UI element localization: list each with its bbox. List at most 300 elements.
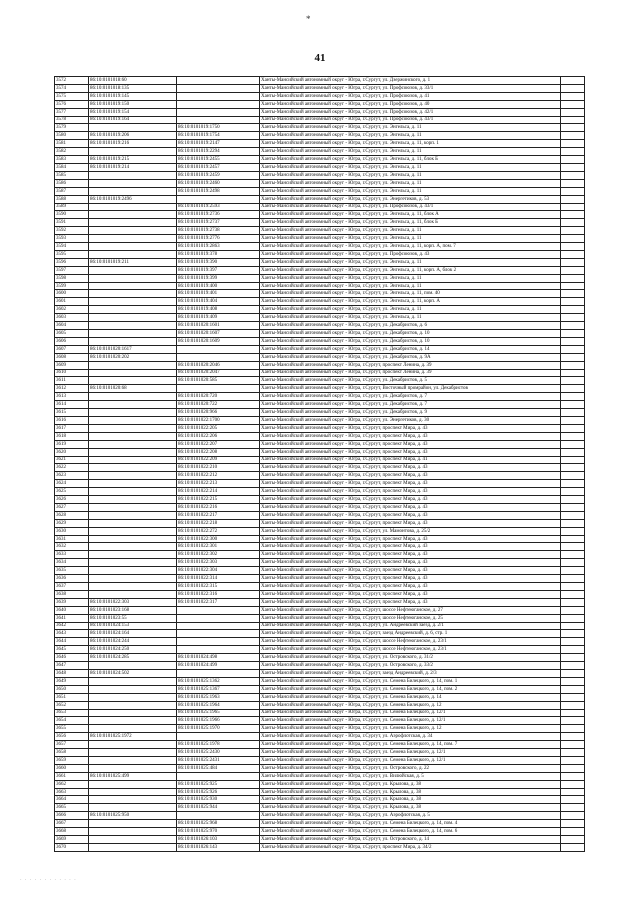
extra-cell xyxy=(561,725,585,733)
extra-cell xyxy=(561,496,585,504)
table-row xyxy=(55,84,585,92)
cadastral-number-land xyxy=(89,709,177,717)
extra-cell xyxy=(561,630,585,638)
table-row xyxy=(55,337,585,345)
address: Ханты-Мансийский автономный округ - Югра, г.Сургут, проспект Ленина, д. 39 xyxy=(260,361,561,369)
table-row xyxy=(55,432,585,440)
cadastral-number-land xyxy=(89,693,177,701)
row-number: 3667 xyxy=(55,820,89,828)
address: Ханты-Мансийский автономный округ - Югра, г.Сургут, ул. Семена Билецкого, д. 12 xyxy=(260,701,561,709)
address: Ханты-Мансийский автономный округ - Югра, г.Сургут, ул. Энергетиков, д. 30 xyxy=(260,416,561,424)
cadastral-number-land xyxy=(89,836,177,844)
cadastral-number-object: 86:10:0101022:215 xyxy=(177,496,260,504)
extra-cell xyxy=(561,219,585,227)
cadastral-number-object: 86:10:0101019:2455 xyxy=(177,156,260,164)
address: Ханты-Мансийский автономный округ - Югра, г.Сургут, ул. Энгельса, д. 11, корп. А xyxy=(260,298,561,306)
extra-cell xyxy=(561,677,585,685)
address: Ханты-Мансийский автономный округ - Югра, г.Сургут, ул. Профсоюзов, д. 41 xyxy=(260,92,561,100)
cadastral-number-object: 86:10:0101019:378 xyxy=(177,250,260,258)
address: Ханты-Мансийский автономный округ - Югра, г.Сургут, проспект Мира, д. 43 xyxy=(260,472,561,480)
cadastral-number-object: 86:10:0101024:499 xyxy=(177,662,260,670)
address: Ханты-Мансийский автономный округ - Югра, г.Сургут, ул. Семена Билецкого, д. 12 xyxy=(260,725,561,733)
address: Ханты-Мансийский автономный округ - Югра, г.Сургут, ул. Декабристов, д. 9 xyxy=(260,409,561,417)
extra-cell xyxy=(561,385,585,393)
cadastral-number-land xyxy=(89,764,177,772)
row-number: 3655 xyxy=(55,725,89,733)
address: Ханты-Мансийский автономный округ - Югра, г.Сургут, ул. Крылова, д. 38 xyxy=(260,804,561,812)
extra-cell xyxy=(561,290,585,298)
address: Ханты-Мансийский автономный округ - Югра, г.Сургут, ул. Энгельса, д. 11 xyxy=(260,179,561,187)
row-number: 3587 xyxy=(55,187,89,195)
table-row xyxy=(55,480,585,488)
table-row xyxy=(55,243,585,251)
row-number: 3574 xyxy=(55,84,89,92)
table-row xyxy=(55,804,585,812)
cadastral-number-land xyxy=(89,590,177,598)
row-number: 3652 xyxy=(55,701,89,709)
address: Ханты-Мансийский автономный округ - Югра, г.Сургут, ул. Островского, д. 22 xyxy=(260,764,561,772)
extra-cell xyxy=(561,820,585,828)
cadastral-number-object: 86:10:0101025:1367 xyxy=(177,685,260,693)
extra-cell xyxy=(561,171,585,179)
address: Ханты-Мансийский автономный округ - Югра, г.Сургут, шоссе Нефтеюганское, д. 23/1 xyxy=(260,638,561,646)
table-row xyxy=(55,314,585,322)
cadastral-number-object: 86:10:0101019:397 xyxy=(177,266,260,274)
row-number: 3601 xyxy=(55,298,89,306)
cadastral-number-land xyxy=(89,322,177,330)
row-number: 3582 xyxy=(55,148,89,156)
cadastral-number-object: 86:10:0101019:400 xyxy=(177,282,260,290)
row-number: 3662 xyxy=(55,780,89,788)
row-number: 3660 xyxy=(55,764,89,772)
register-table-body xyxy=(55,77,585,852)
address: Ханты-Мансийский автономный округ - Югра, г.Сургут, ул. Профсоюзов, д. 40 xyxy=(260,100,561,108)
cadastral-number-object: 86:10:0101025:1362 xyxy=(177,677,260,685)
address: Ханты-Мансийский автономный округ - Югра, г.Сургут, ул. Декабристов, д. 7 xyxy=(260,393,561,401)
address: Ханты-Мансийский автономный округ - Югра, г.Сургут, ул. Профсоюзов, д. 42/1 xyxy=(260,108,561,116)
cadastral-number-object: 86:10:0101024:498 xyxy=(177,654,260,662)
address: Ханты-Мансийский автономный округ - Югра, г.Сургут, ул. Дзержинского, д. 1 xyxy=(260,77,561,85)
cadastral-number-land: 86:10:0101022:303 xyxy=(89,598,177,606)
cadastral-number-object: 86:10:0101019:2460 xyxy=(177,179,260,187)
table-row xyxy=(55,108,585,116)
cadastral-number-land xyxy=(89,543,177,551)
cadastral-number-land xyxy=(89,511,177,519)
extra-cell xyxy=(561,788,585,796)
row-number: 3589 xyxy=(55,203,89,211)
table-row xyxy=(55,187,585,195)
cadastral-number-object: 86:10:0101019:1754 xyxy=(177,132,260,140)
cadastral-number-land xyxy=(89,440,177,448)
extra-cell xyxy=(561,614,585,622)
address: Ханты-Мансийский автономный округ - Югра, г.Сургут, ул. Энгельса, д. 11, пом. 40 xyxy=(260,290,561,298)
cadastral-number-land xyxy=(89,416,177,424)
address: Ханты-Мансийский автономный округ - Югра, г.Сургут, проспект Мира, д. 43 xyxy=(260,590,561,598)
cadastral-number-land xyxy=(89,725,177,733)
extra-cell xyxy=(561,543,585,551)
table-row xyxy=(55,772,585,780)
cadastral-number-object: 86:10:0101025:1964 xyxy=(177,701,260,709)
cadastral-number-land xyxy=(89,179,177,187)
table-row xyxy=(55,614,585,622)
cadastral-number-land xyxy=(89,124,177,132)
address: Ханты-Мансийский автономный округ - Югра, г.Сургут, проспект Мира, д. 43 xyxy=(260,424,561,432)
row-number: 3605 xyxy=(55,330,89,338)
table-row xyxy=(55,535,585,543)
cadastral-number-land xyxy=(89,369,177,377)
cadastral-number-object xyxy=(177,345,260,353)
address: Ханты-Мансийский автономный округ - Югра, г.Сургут, ул. Семена Билецкого, д. 12/1 xyxy=(260,709,561,717)
table-row xyxy=(55,638,585,646)
table-row xyxy=(55,100,585,108)
row-number: 3632 xyxy=(55,543,89,551)
extra-cell xyxy=(561,583,585,591)
cadastral-number-object: 86:10:0101020:722 xyxy=(177,401,260,409)
row-number: 3599 xyxy=(55,282,89,290)
cadastral-number-object: 86:10:0101019:2736 xyxy=(177,211,260,219)
table-row xyxy=(55,258,585,266)
extra-cell xyxy=(561,812,585,820)
address: Ханты-Мансийский автономный округ - Югра, г.Сургут, проспект Мира, д. 34/2 xyxy=(260,843,561,851)
cadastral-number-land: 86:10:0101020:202 xyxy=(89,353,177,361)
address: Ханты-Мансийский автономный округ - Югра, г.Сургут, ул. Семена Билецкого, д. 14, пом. 2 xyxy=(260,685,561,693)
address: Ханты-Мансийский автономный округ - Югра, г.Сургут, проспект Мира, д. 43 xyxy=(260,480,561,488)
cadastral-number-land xyxy=(89,820,177,828)
address: Ханты-Мансийский автономный округ - Югра, г.Сургут, шоссе Нефтеюганское, д. 23/1 xyxy=(260,646,561,654)
cadastral-number-land: 86:10:0101025:1972 xyxy=(89,733,177,741)
cadastral-number-land xyxy=(89,424,177,432)
cadastral-number-object: 86:10:0101022:314 xyxy=(177,575,260,583)
cadastral-number-object: 86:10:0101022:304 xyxy=(177,567,260,575)
row-number: 3625 xyxy=(55,488,89,496)
cadastral-number-object xyxy=(177,77,260,85)
extra-cell xyxy=(561,669,585,677)
address: Ханты-Мансийский автономный округ - Югра, г.Сургут, ул. Энгельса, д. 11 xyxy=(260,282,561,290)
address: Ханты-Мансийский автономный округ - Югра, г.Сургут, ул. Семена Билецкого, д. 12/1 xyxy=(260,756,561,764)
address: Ханты-Мансийский автономный округ - Югра, г.Сургут, ул. Профсоюзов, д. 43 xyxy=(260,250,561,258)
extra-cell xyxy=(561,741,585,749)
address: Ханты-Мансийский автономный округ - Югра, г.Сургут, ул. Энгельса, д. 11, блок Б xyxy=(260,156,561,164)
row-number: 3572 xyxy=(55,77,89,85)
address: Ханты-Мансийский автономный округ - Югра, г.Сургут, проспект Мира, д. 43 xyxy=(260,519,561,527)
table-row xyxy=(55,416,585,424)
address: Ханты-Мансийский автономный округ - Югра, г.Сургут, ул. Профсоюзов, д. 33/1 xyxy=(260,84,561,92)
address: Ханты-Мансийский автономный округ - Югра, г.Сургут, ул. Энгельса, д. 11 xyxy=(260,163,561,171)
cadastral-number-land xyxy=(89,756,177,764)
address: Ханты-Мансийский автономный округ - Югра, г.Сургут, ул. Семена Билецкого, д. 14, пом. 1 xyxy=(260,677,561,685)
address: Ханты-Мансийский автономный округ - Югра, г.Сургут, проспект Мира, д. 43 xyxy=(260,567,561,575)
extra-cell xyxy=(561,590,585,598)
cadastral-number-land: 86:10:0101019:211 xyxy=(89,258,177,266)
cadastral-number-object: 86:10:0101022:315 xyxy=(177,583,260,591)
extra-cell xyxy=(561,622,585,630)
cadastral-number-object: 86:10:0101022:210 xyxy=(177,464,260,472)
cadastral-number-object xyxy=(177,622,260,630)
row-number: 3595 xyxy=(55,250,89,258)
address: Ханты-Мансийский автономный округ - Югра, г.Сургут, проспект Мира, д. 43 xyxy=(260,559,561,567)
address: Ханты-Мансийский автономный округ - Югра, г.Сургут, проспект Мира, д. 43 xyxy=(260,583,561,591)
address: Ханты-Мансийский автономный округ - Югра, г.Сургут, проспект Мира, д. 43 xyxy=(260,488,561,496)
table-row xyxy=(55,590,585,598)
extra-cell xyxy=(561,535,585,543)
table-row xyxy=(55,669,585,677)
table-row xyxy=(55,836,585,844)
cadastral-number-land xyxy=(89,282,177,290)
cadastral-number-land: 86:10:0101019:2496 xyxy=(89,195,177,203)
table-row xyxy=(55,503,585,511)
address: Ханты-Мансийский автономный округ - Югра, г.Сургут, шоссе Нефтеюганское, д. 25 xyxy=(260,614,561,622)
row-number: 3654 xyxy=(55,717,89,725)
table-row xyxy=(55,298,585,306)
extra-cell xyxy=(561,464,585,472)
extra-cell xyxy=(561,353,585,361)
row-number: 3656 xyxy=(55,733,89,741)
extra-cell xyxy=(561,606,585,614)
extra-cell xyxy=(561,780,585,788)
extra-cell xyxy=(561,416,585,424)
row-number: 3581 xyxy=(55,140,89,148)
extra-cell xyxy=(561,322,585,330)
cadastral-number-object: 86:10:0101019:2498 xyxy=(177,187,260,195)
address: Ханты-Мансийский автономный округ - Югра, г.Сургут, ул. Декабристов, д. 9А xyxy=(260,353,561,361)
cadastral-number-object: 86:10:0101025:1970 xyxy=(177,725,260,733)
cadastral-number-land: 86:10:0101019:154 xyxy=(89,108,177,116)
table-row xyxy=(55,353,585,361)
cadastral-number-object: 86:10:0101025:925 xyxy=(177,780,260,788)
table-row xyxy=(55,290,585,298)
cadastral-number-land: 86:10:0101024:502 xyxy=(89,669,177,677)
table-row xyxy=(55,440,585,448)
address: Ханты-Мансийский автономный округ - Югра, г.Сургут, ул. Энгельса, д. 11 xyxy=(260,314,561,322)
cadastral-number-object: 86:10:0101019:404 xyxy=(177,298,260,306)
row-number: 3645 xyxy=(55,646,89,654)
table-row xyxy=(55,464,585,472)
cadastral-number-land xyxy=(89,250,177,258)
cadastral-number-land: 86:10:0101018:60 xyxy=(89,77,177,85)
row-number: 3659 xyxy=(55,756,89,764)
table-row xyxy=(55,401,585,409)
page-number: 41 xyxy=(314,52,326,64)
cadastral-number-object xyxy=(177,353,260,361)
cadastral-number-land xyxy=(89,583,177,591)
address: Ханты-Мансийский автономный округ - Югра, г.Сургут, ул. Мамонтова, д. 25/2 xyxy=(260,527,561,535)
row-number: 3622 xyxy=(55,464,89,472)
address: Ханты-Мансийский автономный округ - Югра, г.Сургут, ул. Энгельса, д. 11 xyxy=(260,124,561,132)
table-row xyxy=(55,583,585,591)
row-number: 3665 xyxy=(55,804,89,812)
table-row xyxy=(55,764,585,772)
extra-cell xyxy=(561,235,585,243)
extra-cell xyxy=(561,409,585,417)
address: Ханты-Мансийский автономный округ - Югра, г.Сургут, проспект Мира, д. 43 xyxy=(260,535,561,543)
cadastral-number-object: 86:10:0101022:217 xyxy=(177,511,260,519)
cadastral-number-land: 86:10:0101023:55 xyxy=(89,614,177,622)
table-row xyxy=(55,361,585,369)
extra-cell xyxy=(561,274,585,282)
cadastral-number-land xyxy=(89,749,177,757)
table-row xyxy=(55,148,585,156)
row-number: 3624 xyxy=(55,480,89,488)
row-number: 3613 xyxy=(55,393,89,401)
table-row xyxy=(55,685,585,693)
address: Ханты-Мансийский автономный округ - Югра, г.Сургут, Восточный промрайон, ул. Декабристов xyxy=(260,385,561,393)
row-number: 3603 xyxy=(55,314,89,322)
cadastral-number-land xyxy=(89,393,177,401)
cadastral-number-land xyxy=(89,456,177,464)
table-row xyxy=(55,511,585,519)
cadastral-number-object: 86:10:0101020:585 xyxy=(177,377,260,385)
address: Ханты-Мансийский автономный округ - Югра, г.Сургут, ул. Островского, д. 31/2 xyxy=(260,654,561,662)
cadastral-number-land xyxy=(89,306,177,314)
address: Ханты-Мансийский автономный округ - Югра, г.Сургут, ул. Энгельса, д. 11 xyxy=(260,274,561,282)
cadastral-number-object xyxy=(177,669,260,677)
cadastral-number-object: 86:10:0101019:2737 xyxy=(177,219,260,227)
address: Ханты-Мансийский автономный округ - Югра, г.Сургут, ул. Декабристов, д. 6 xyxy=(260,322,561,330)
cadastral-number-object: 86:10:0101019:2147 xyxy=(177,140,260,148)
table-row xyxy=(55,163,585,171)
address: Ханты-Мансийский автономный округ - Югра, г.Сургут, ул. Декабристов, д. 14 xyxy=(260,345,561,353)
table-row xyxy=(55,369,585,377)
row-number: 3618 xyxy=(55,432,89,440)
cadastral-number-object xyxy=(177,638,260,646)
cadastral-number-land xyxy=(89,298,177,306)
cadastral-number-land xyxy=(89,535,177,543)
row-number: 3577 xyxy=(55,108,89,116)
extra-cell xyxy=(561,527,585,535)
cadastral-number-object: 86:10:0101022:300 xyxy=(177,535,260,543)
extra-cell xyxy=(561,424,585,432)
cadastral-number-object: 86:10:0101019:2863 xyxy=(177,243,260,251)
extra-cell xyxy=(561,187,585,195)
table-row xyxy=(55,733,585,741)
extra-cell xyxy=(561,84,585,92)
address: Ханты-Мансийский автономный округ - Югра, г.Сургут, проспект Мира, д. 43 xyxy=(260,511,561,519)
extra-cell xyxy=(561,156,585,164)
cadastral-number-object: 86:10:0101025:2431 xyxy=(177,756,260,764)
row-number: 3619 xyxy=(55,440,89,448)
cadastral-number-land xyxy=(89,361,177,369)
extra-cell xyxy=(561,163,585,171)
table-row xyxy=(55,693,585,701)
extra-cell xyxy=(561,488,585,496)
table-row xyxy=(55,156,585,164)
row-number: 3593 xyxy=(55,235,89,243)
address: Ханты-Мансийский автономный округ - Югра, г.Сургут, ул. Семена Билецкого, д. 14, пом. 4 xyxy=(260,820,561,828)
cadastral-number-object: 86:10:0101020:2047 xyxy=(177,369,260,377)
extra-cell xyxy=(561,100,585,108)
cadastral-number-land xyxy=(89,211,177,219)
cadastral-number-land xyxy=(89,780,177,788)
table-row xyxy=(55,472,585,480)
extra-cell xyxy=(561,551,585,559)
address: Ханты-Мансийский автономный округ - Югра, г.Сургут, ул. Энгельса, д. 11, блок А xyxy=(260,211,561,219)
table-row xyxy=(55,77,585,85)
row-number: 3663 xyxy=(55,788,89,796)
cadastral-number-land: 86:10:0101019:206 xyxy=(89,132,177,140)
cadastral-number-land xyxy=(89,701,177,709)
row-number: 3584 xyxy=(55,163,89,171)
table-row xyxy=(55,519,585,527)
cadastral-number-object: 86:10:0101025:926 xyxy=(177,788,260,796)
cadastral-number-land xyxy=(89,274,177,282)
cadastral-number-land xyxy=(89,796,177,804)
extra-cell xyxy=(561,503,585,511)
extra-cell xyxy=(561,116,585,124)
address: Ханты-Мансийский автономный округ - Югра, г.Сургут, ул. Семена Билецкого, д. 14, пом. 7 xyxy=(260,741,561,749)
extra-cell xyxy=(561,575,585,583)
extra-cell xyxy=(561,511,585,519)
cadastral-number-land: 86:10:0101018:135 xyxy=(89,84,177,92)
address: Ханты-Мансийский автономный округ - Югра, г.Сургут, ул. Энгельса, д. 11 xyxy=(260,306,561,314)
cadastral-number-object xyxy=(177,116,260,124)
row-number: 3591 xyxy=(55,219,89,227)
row-number: 3651 xyxy=(55,693,89,701)
cadastral-number-object: 86:10:0101019:390 xyxy=(177,258,260,266)
row-number: 3612 xyxy=(55,385,89,393)
cadastral-number-object: 86:10:0101025:1978 xyxy=(177,741,260,749)
table-row xyxy=(55,709,585,717)
row-number: 3668 xyxy=(55,828,89,836)
cadastral-number-land xyxy=(89,409,177,417)
cadastral-number-object: 86:10:0101025:944 xyxy=(177,804,260,812)
cadastral-number-object: 86:10:0101022:205 xyxy=(177,424,260,432)
cadastral-number-object: 86:10:0101022:207 xyxy=(177,440,260,448)
extra-cell xyxy=(561,440,585,448)
address: Ханты-Мансийский автономный округ - Югра, г.Сургут, ул. Декабристов, д. 10 xyxy=(260,337,561,345)
row-number: 3648 xyxy=(55,669,89,677)
cadastral-number-land: 86:10:0101019:150 xyxy=(89,100,177,108)
address: Ханты-Мансийский автономный округ - Югра, г.Сургут, ул. Энгельса, д. 11 xyxy=(260,187,561,195)
table-row xyxy=(55,677,585,685)
table-row xyxy=(55,622,585,630)
register-table xyxy=(54,76,585,852)
cadastral-number-land: 86:10:0101025:950 xyxy=(89,812,177,820)
table-row xyxy=(55,456,585,464)
cadastral-number-land xyxy=(89,685,177,693)
address: Ханты-Мансийский автономный округ - Югра, г.Сургут, ул. Семена Билецкого, д. 12/1 xyxy=(260,749,561,757)
row-number: 3583 xyxy=(55,156,89,164)
extra-cell xyxy=(561,369,585,377)
row-number: 3585 xyxy=(55,171,89,179)
row-number: 3635 xyxy=(55,567,89,575)
table-row xyxy=(55,496,585,504)
extra-cell xyxy=(561,685,585,693)
extra-cell xyxy=(561,836,585,844)
extra-cell xyxy=(561,306,585,314)
address: Ханты-Мансийский автономный округ - Югра, г.Сургут, проспект Мира, д. 41 xyxy=(260,456,561,464)
cadastral-number-object xyxy=(177,195,260,203)
row-number: 3607 xyxy=(55,345,89,353)
table-row xyxy=(55,843,585,851)
extra-cell xyxy=(561,828,585,836)
extra-cell xyxy=(561,195,585,203)
address: Ханты-Мансийский автономный округ - Югра, г.Сургут, ул. Энергетиков, д. 53 xyxy=(260,195,561,203)
row-number: 3631 xyxy=(55,535,89,543)
table-row xyxy=(55,788,585,796)
cadastral-number-object: 86:10:0101019:2593 xyxy=(177,203,260,211)
extra-cell xyxy=(561,772,585,780)
cadastral-number-land xyxy=(89,472,177,480)
cadastral-number-land xyxy=(89,527,177,535)
address: Ханты-Мансийский автономный округ - Югра, г.Сургут, ул. Профсоюзов, д. 43/1 xyxy=(260,203,561,211)
row-number: 3590 xyxy=(55,211,89,219)
cadastral-number-object: 86:10:0101022:218 xyxy=(177,519,260,527)
cadastral-number-object: 86:10:0101020:2046 xyxy=(177,361,260,369)
cadastral-number-object: 86:10:0101026:103 xyxy=(177,836,260,844)
table-row xyxy=(55,377,585,385)
table-row xyxy=(55,203,585,211)
cadastral-number-object xyxy=(177,84,260,92)
